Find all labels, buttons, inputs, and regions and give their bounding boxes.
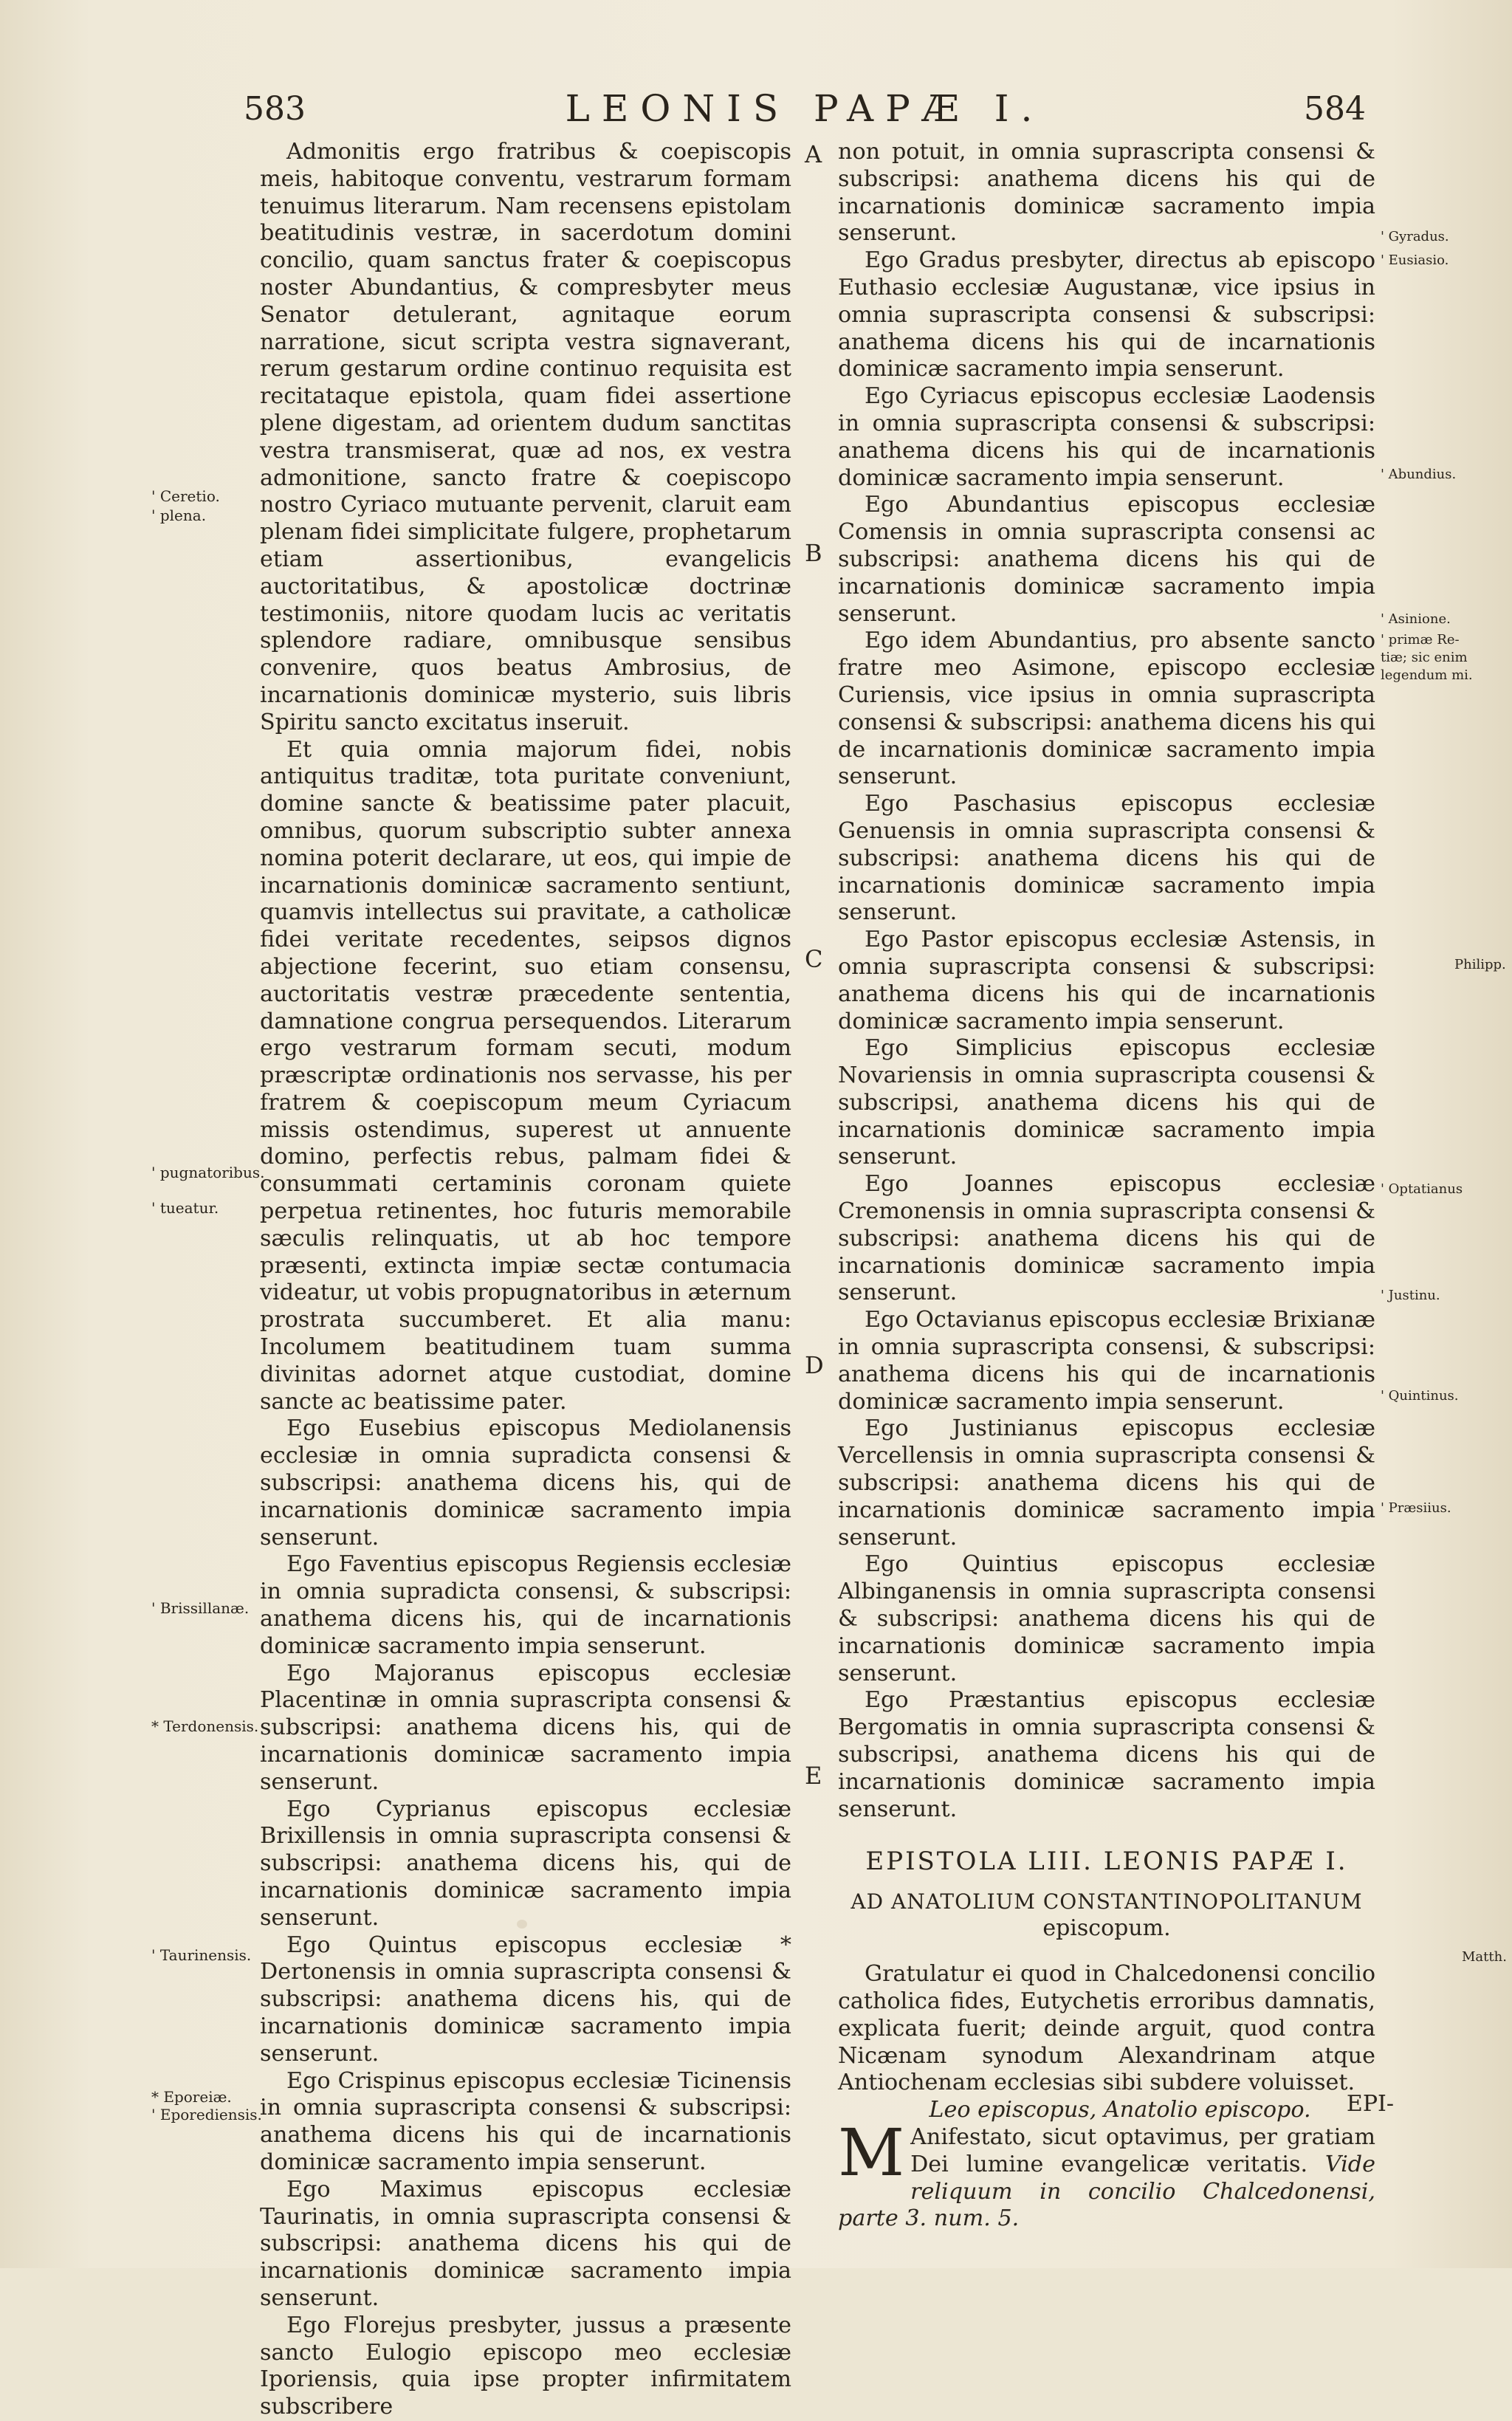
subscription: Ego Majoranus episcopus ecclesiæ Placentinæ in omnia suprascripta consensi & subscripsi: anathema dicens his, qui de incarnationis dominicæ sacramento impia senserunt. xyxy=(260,1660,791,1795)
opening-note: Vide reliquum in concilio Chalcedonensi, parte 3. num. 5. xyxy=(838,2151,1375,2232)
running-title: LEONIS PAPÆ I. xyxy=(565,87,1045,130)
epistola-summary: Gratulatur ei quod in Chalcedonensi concilio catholica fides, Eutychetis erroribus damnatis, explicata fuerit; deinde arguit, quod contra Nicænam synodum Alexandrinam atque Antiochenam ecclesias sibi subdere voluisset. xyxy=(838,1961,1375,2096)
subscription: Ego Octavianus episcopus ecclesiæ Brixianæ in omnia suprascripta consensi, & subscripsi: anathema dicens his qui de incarnationis dominicæ sacramento impia senserunt. xyxy=(838,1307,1375,1415)
margin-note: ' Eusiasio. xyxy=(1381,253,1449,268)
margin-note: ' Eporediensis. xyxy=(151,2106,262,2123)
subscription: Ego Quintus episcopus ecclesiæ * Dertonensis in omnia suprascripta consensi & subscripsi: anathema dicens his, qui de incarnationis dominicæ sacramento impia senserunt. xyxy=(260,1931,791,2067)
subscription: Ego Eusebius episcopus Mediolanensis ecclesiæ in omnia supradicta consensi & subscripsi: anathema dicens his, qui de incarnationis dominicæ sacramento impia senserunt. xyxy=(260,1415,791,1551)
subscription: Ego Faventius episcopus Regiensis ecclesiæ in omnia supradicta consensi, & subscripsi: anathema dicens his, qui de incarnationis dominicæ sacramento impia senserunt. xyxy=(260,1551,791,1659)
page-number-left: 583 xyxy=(244,90,306,128)
opening-paragraph xyxy=(838,2114,1375,2233)
margin-note: ' pugnatoribus. xyxy=(151,1164,265,1181)
salutation: Leo episcopus, Anatolio episcopo. xyxy=(929,2097,1311,2123)
left-column xyxy=(260,139,791,2421)
section-letter-d: D xyxy=(805,1351,824,1379)
margin-note: * Terdonensis. xyxy=(151,1717,259,1735)
margin-note: ' Optatianus xyxy=(1381,1181,1463,1197)
subscription: Ego Abundantius episcopus ecclesiæ Comensis in omnia suprascripta consensi ac subscripsi: anathema dicens his qui de incarnationis dominicæ sacramento impia senserunt. xyxy=(838,492,1375,627)
margin-note: ' tueatur. xyxy=(151,1199,219,1217)
subscription: Ego Pastor episcopus ecclesiæ Astensis, in omnia suprascripta consensi & subscripsi: anathema dicens his qui de incarnationis dominicæ sacramento impia senserunt. xyxy=(838,927,1375,1034)
subscription: Ego Cyprianus episcopus ecclesiæ Brixillensis in omnia suprascripta consensi & subscripsi: anathema dicens his, qui de incarnationis dominicæ sacramento impia senserunt. xyxy=(260,1796,791,1931)
margin-note: ' plena. xyxy=(151,506,207,524)
epistola-title: EPISTOLA LIII. LEONIS PAPÆ I. xyxy=(865,1847,1348,1877)
subscription: Ego Cyriacus episcopus ecclesiæ Laodensis in omnia suprascripta consensi & subscripsi: anathema dicens his qui de incarnationis dominicæ sacramento impia senserunt. xyxy=(838,383,1375,491)
subscription: Ego Quintius episcopus ecclesiæ Albinganensis in omnia suprascripta consensi & subscripsi: anathema dicens his qui de incarnationis dominicæ sacramento impia senserunt. xyxy=(838,1551,1375,1686)
subscription: Ego Joannes episcopus ecclesiæ Cremonensis in omnia suprascripta consensi & subscripsi: anathema dicens his qui de incarnationis dominicæ sacramento impia senserunt. xyxy=(838,1171,1375,1306)
subscription: Ego Crispinus episcopus ecclesiæ Ticinensis in omnia suprascripta consensi & subscripsi: anathema dicens his qui de incarnationis dominicæ sacramento impia senserunt. xyxy=(260,2067,791,2175)
margin-note: * Eporeiæ. xyxy=(151,2088,232,2106)
margin-note: ' Gyradus. xyxy=(1381,229,1449,244)
subscription: Ego idem Abundantius, pro absente sancto fratre meo Asimone, episcopo ecclesiæ Curiensis, vice ipsius in omnia suprascripta consensi & subscripsi: anathema dicens his qui de incarnationis dominicæ sacramento impia senserunt. xyxy=(838,628,1375,790)
subscription: Ego Paschasius episcopus ecclesiæ Genuensis in omnia suprascripta consensi & subscripsi: anathema dicens his qui de incarnationis dominicæ sacramento impia senserunt. xyxy=(838,791,1375,926)
catchword: EPI- xyxy=(1346,2091,1394,2117)
margin-note: ' Quintinus. xyxy=(1381,1388,1459,1404)
opening-text: Anifestato, sicut optavimus, per gratiam Dei lumine evangelicæ veritatis. xyxy=(910,2123,1375,2177)
margin-note: ' Justinu. xyxy=(1381,1288,1440,1303)
continuation-text: non potuit, in omnia suprascripta consensi & subscripsi: anathema dicens his qui de incarnationis dominicæ sacramento impia senserunt. xyxy=(838,139,1375,247)
paragraph: Et quia omnia majorum fidei, nobis antiquitus traditæ, tota puritate conveniunt, domine sancte & beatissime pater placuit, omnibus, quorum subscriptio subter annexa nomina poterit declarare, ut eos, qui impie de incarnationis dominicæ sacramento sentiunt, quamvis intellectus sui pravitate, a catholicæ fidei veritate recedentes, seipsos dignos abjectione fecerint, suo etiam consensu, auctoritatis vestræ præcedente sententia, damnatione congrua persequendos. Literarum ergo vestrarum formam secuti, modum præscriptæ ordinationis nos servasse, his per fratrem & coepiscopum meum Cyriacum missis ostendimus, superest ut annuente domino, perfectis rebus, palmam fidei & consummati certaminis coronam quiete perpetua retinentes, hoc futuris memorabile sæculis relinquatis, ut ab hoc tempore præsenti, extincta impiæ sectæ contumacia videatur, ut vobis propugnatoribus in æternum prostrata succumberet. Et alia manu: Incolumem beatitudinem tuam summa divinitas adornet atque custodiat, domine sancte ac beatissime pater. xyxy=(260,736,791,1415)
right-column xyxy=(838,139,1375,2233)
subscription: Ego Florejus presbyter, jussus a præsente sancto Eulogio episcopo meo ecclesiæ Iporiensis, quia ipse propter infirmitatem subscribere xyxy=(260,2312,791,2420)
margin-note: ' Taurinensis. xyxy=(151,1946,252,1964)
margin-note: Matth. xyxy=(1462,1949,1507,1965)
running-header xyxy=(244,83,1366,134)
epistola-subtitle xyxy=(838,1889,1375,1942)
margin-note: ' Abundius. xyxy=(1381,467,1457,482)
margin-note: ' Præsiius. xyxy=(1381,1500,1451,1516)
subscription: Ego Præstantius episcopus ecclesiæ Bergomatis in omnia suprascripta consensi & subscripsi, anathema dicens his qui de incarnationis dominicæ sacramento impia senserunt. xyxy=(838,1687,1375,1822)
margin-note: ' Ceretio. xyxy=(151,487,220,505)
section-letter-e: E xyxy=(805,1762,822,1790)
section-letter-b: B xyxy=(805,539,822,567)
margin-note: tiæ; sic enim xyxy=(1381,650,1468,665)
margin-note: ' primæ Re- xyxy=(1381,632,1460,648)
subscription: Ego Simplicius episcopus ecclesiæ Novariensis in omnia suprascripta cousensi & subscripsi, anathema dicens his qui de incarnationis dominicæ sacramento impia senserunt. xyxy=(838,1035,1375,1170)
margin-note: ' Brissillanæ. xyxy=(151,1599,250,1617)
section-letter-a: A xyxy=(805,140,822,168)
subscription: Ego Gradus presbyter, directus ab episcopo Euthasio ecclesiæ Augustanæ, vice ipsius in omnia suprascripta consensi & subscripsi: anathema dicens his qui de incarnationis dominicæ sacramento impia senserunt. xyxy=(838,247,1375,382)
margin-note: legendum mi. xyxy=(1381,667,1473,683)
section-letter-c: C xyxy=(805,945,823,973)
page-number-right: 584 xyxy=(1304,90,1366,128)
epistola-subtitle-line: episcopum. xyxy=(1042,1915,1171,1942)
epistola-subtitle-line: AD ANATOLIUM CONSTANTINOPOLITANUM xyxy=(850,1889,1363,1915)
subscription: Ego Maximus episcopus ecclesiæ Taurinatis, in omnia suprascripta consensi & subscripsi: anathema dicens his qui de incarnationis dominicæ sacramento impia senserunt. xyxy=(260,2176,791,2311)
margin-note: ' Asinione. xyxy=(1381,611,1451,627)
margin-note: Philipp. xyxy=(1454,957,1506,972)
subscription: Ego Justinianus episcopus ecclesiæ Vercellensis in omnia suprascripta consensi & subscripsi: anathema dicens his qui de incarnationis dominicæ sacramento impia senserunt. xyxy=(838,1415,1375,1551)
paragraph: Admonitis ergo fratribus & coepiscopis meis, habitoque conventu, vestrarum formam tenuimus literarum. Nam recensens epistolam beatitudinis vestræ, in sacerdotum domini concilio, quam sanctus frater & coepiscopus noster Abundantius, & compresbyter meus Senator detulerant, agnitaque eorum narratione, sicut scripta vestra signaverant, rerum gestarum ordine continuo requisita est recitataque epistola, quam fidei assertione plene digestam, ad orientem dudum sanctitas vestra transmiserat, quæ ad nos, ex vestra admonitione, sancto fratre & coepiscopo nostro Cyriaco mutuante pervenit, claruit eam plenam fidei simplicitate fulgere, prophetarum etiam assertionibus, evangelicis auctoritatibus, & apostolicæ doctrinæ testimoniis, nitore quodam lucis ac veritatis splendore radiare, omnibusque sensibus convenire, quos beatus Ambrosius, de incarnationis dominicæ mysterio, suis libris Spiritu sancto excitatus inseruit. xyxy=(260,139,791,735)
drop-cap: M xyxy=(838,2114,905,2191)
